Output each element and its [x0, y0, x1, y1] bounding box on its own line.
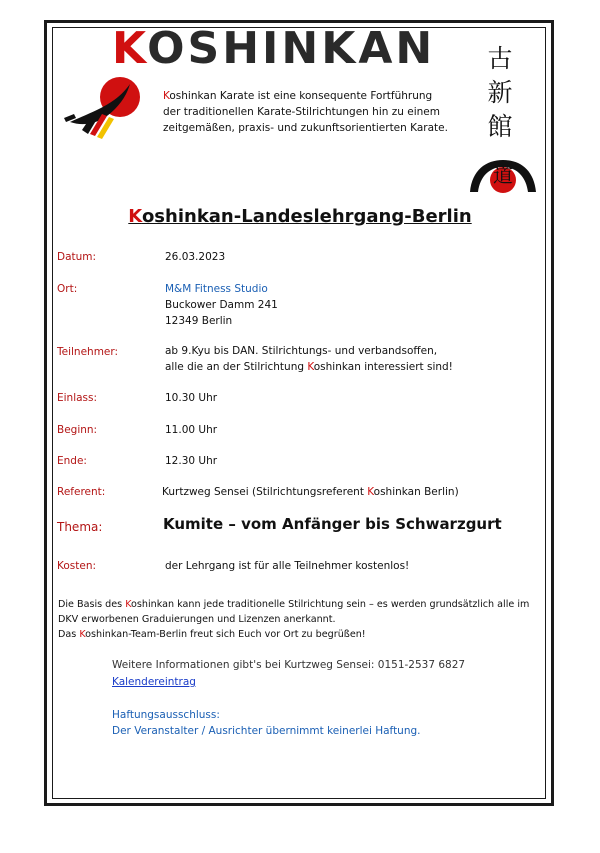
basis-line-3-post: oshinkan-Team-Berlin freut sich Euch vor Ort zu begrüßen! [85, 629, 366, 640]
teilnehmer-line-2-post: oshinkan interessiert sind! [313, 361, 453, 373]
referent-post: oshinkan Berlin) [373, 486, 459, 498]
thema-value: Kumite – vom Anfänger bis Schwarzgurt [163, 515, 502, 533]
karate-emblem-icon [60, 74, 150, 144]
beginn-value: 11.00 Uhr [165, 424, 218, 436]
basis-line-1-k: K [125, 599, 132, 610]
intro-text [163, 88, 473, 136]
ort-venue: M&M Fitness Studio [165, 283, 268, 295]
event-heading [0, 206, 600, 227]
kosten-label: Kosten: [57, 560, 97, 572]
referent-pre: Kurtzweg Sensei (Stilrichtungsreferent [162, 486, 368, 498]
disclaimer-title: Haftungsausschluss: [112, 709, 220, 721]
basis-line-3-pre: Das [58, 629, 80, 640]
referent-k: K [367, 486, 374, 498]
teilnehmer-line-1: ab 9.Kyu bis DAN. Stilrichtungs- und verbandsoffen, [165, 345, 438, 357]
intro-line-2: der traditionellen Karate-Stilrichtungen hin zu einem [163, 106, 440, 118]
ende-value: 12.30 Uhr [165, 455, 218, 467]
calendar-link[interactable]: Kalendereintrag [112, 676, 196, 688]
basis-paragraph [58, 597, 544, 642]
intro-line-1 [163, 88, 473, 104]
thema-label: Thema: [57, 520, 103, 534]
disclaimer [112, 707, 421, 739]
kanji-2: 新 [487, 78, 513, 107]
intro-k: K [163, 90, 170, 102]
referent-label: Referent: [57, 486, 106, 498]
logo-title-k: K [112, 23, 148, 74]
kosten-value: der Lehrgang ist für alle Teilnehmer kostenlos! [165, 560, 410, 572]
basis-line-1 [58, 597, 544, 612]
intro-line-3: zeitgemäßen, praxis- und zukunftsorientierten Karate. [163, 122, 448, 134]
teilnehmer-line-2-k: K [307, 361, 314, 373]
kanji-3: 館 [487, 112, 513, 141]
teilnehmer-label: Teilnehmer: [57, 346, 119, 358]
basis-line-1-pre: Die Basis des [58, 599, 126, 610]
teilnehmer-line-2 [165, 359, 453, 375]
referent-value [162, 484, 459, 500]
basis-line-2: DKV erworbenen Graduierungen und Lizenzen anerkannt. [58, 614, 336, 625]
datum-label: Datum: [57, 251, 97, 263]
basis-line-3 [58, 627, 544, 642]
basis-line-1-post: oshinkan kann jede traditionelle Stilrichtung sein – es werden grundsätzlich alle im [131, 599, 530, 610]
kanji-4: 道 [493, 163, 513, 187]
teilnehmer-block [165, 343, 453, 375]
basis-line-3-k: K [79, 629, 86, 640]
kanji-1: 古 [487, 44, 513, 73]
ort-city: 12349 Berlin [165, 315, 233, 327]
intro-line-1-text: oshinkan Karate ist eine konsequente Fortführung [169, 90, 433, 102]
logo-title-rest: OSHINKAN [147, 23, 436, 74]
teilnehmer-line-2-pre: alle die an der Stilrichtung [165, 361, 308, 373]
einlass-value: 10.30 Uhr [165, 392, 218, 404]
contact-info: Weitere Informationen gibt's bei Kurtzweg Sensei: 0151-2537 6827 [112, 659, 466, 671]
ort-label: Ort: [57, 283, 78, 295]
ende-label: Ende: [57, 455, 87, 467]
logo-title [112, 24, 435, 74]
datum-value: 26.03.2023 [165, 251, 226, 263]
ort-block [165, 281, 278, 329]
heading-rest: oshinkan-Landeslehrgang-Berlin [141, 206, 472, 227]
heading-k: K [128, 206, 142, 227]
kanji-column [486, 42, 514, 144]
einlass-label: Einlass: [57, 392, 98, 404]
disclaimer-text: Der Veranstalter / Ausrichter übernimmt keinerlei Haftung. [112, 725, 421, 737]
beginn-label: Beginn: [57, 424, 98, 436]
ort-street: Buckower Damm 241 [165, 299, 278, 311]
